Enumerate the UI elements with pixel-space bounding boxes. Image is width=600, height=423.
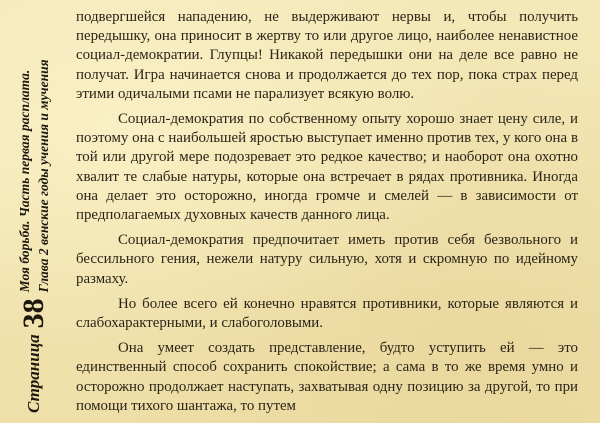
sidebar-header bbox=[0, 0, 68, 423]
paragraph: Но более всего ей конечно нравятся противники, которые являются и слабохарактерными, и слабоголовыми. bbox=[76, 295, 578, 332]
chapter-title: Глава 2 венские годы учения и мучения bbox=[36, 59, 51, 293]
book-title: Моя борьба. Часть первая расплата. bbox=[17, 69, 32, 293]
page-number: 38 bbox=[17, 298, 50, 329]
page-label: Страница bbox=[24, 334, 43, 413]
running-titles bbox=[16, 59, 52, 292]
page-body bbox=[76, 8, 578, 416]
paragraph: Социал-демократия предпочитает иметь против себя безвольного и бессильного гения, нежели натуру сильную, хотя и скромную по идейному размаху. bbox=[76, 232, 578, 287]
paragraph: Она умеет создать представление, будто уступить ей — это единственный способ сохранить спокойствие; а сама в то же время умно и осторожно продолжает наступать, захватывая одну позицию за другой, то при помощи тихого шантажа, то путем bbox=[76, 340, 578, 414]
paragraph: подвергшейся нападению, не выдерживают нервы и, чтобы получить передышку, она приносит в жертву то или другое лицо, наиболее ненавистное социал-демократии. Глупцы! Никакой передышки они на деле все равно не получат. Игра начинается снова и продолжается до тех пор, пока страх перед этими одичалыми псами не парализует всякую волю. bbox=[76, 9, 578, 102]
sidebar bbox=[0, 0, 68, 423]
paragraph: Социал-демократия по собственному опыту хорошо знает цену силе, и поэтому она с наибольшей яростью выступает именно против тех, у кого она в той или другой мере подозревает это редкое качество; и наоборот она охотно хвалит те слабые натуры, которые она встречает в рядах противника. Иногда она делает это осторожно, иногда громче и смелей — в зависимости от предполагаемых духовных качеств данного лица. bbox=[76, 111, 578, 224]
